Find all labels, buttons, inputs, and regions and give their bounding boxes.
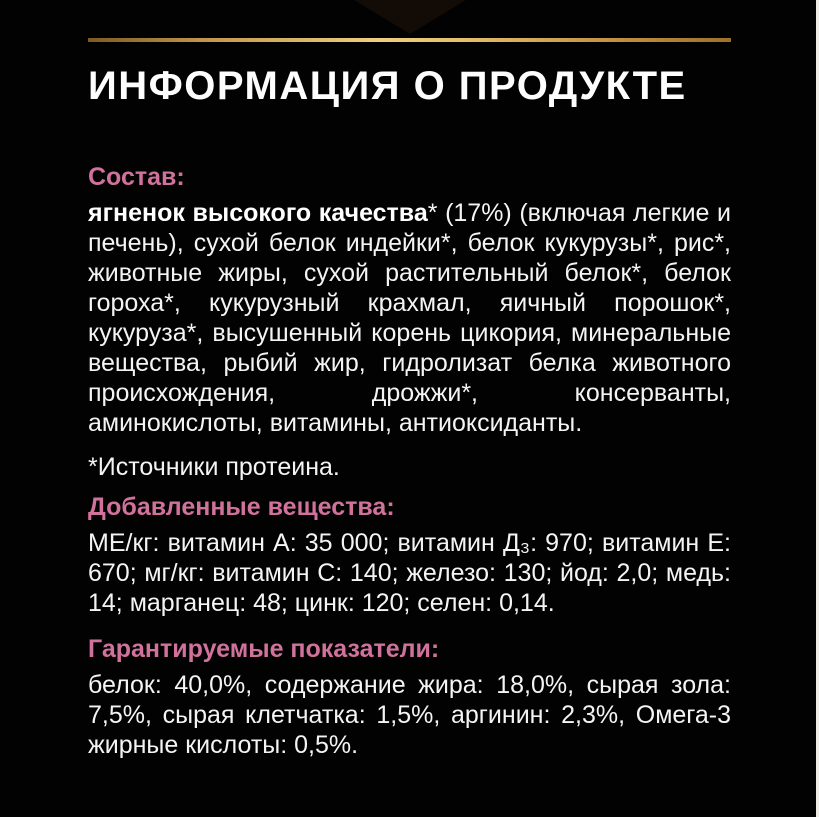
label-content bbox=[88, 0, 731, 760]
composition-lead-bold: ягненок высокого качества bbox=[88, 199, 428, 227]
page-title: ИНФОРМАЦИЯ О ПРОДУКТЕ bbox=[88, 64, 687, 108]
protein-sources-footnote: *Источники протеина. bbox=[88, 453, 340, 481]
additives-heading: Добавленные вещества: bbox=[88, 493, 395, 521]
composition-body: * (17%) (включая легкие и печень), сухой белок индейки*, белок кукурузы*, рис*, животные жиры, сухой растительный белок*, белок гороха*, кукурузный крахмал, яичный порошок*, кукуруза*, высушенный корень цикория, минеральные вещества, рыбий жир, гидролизат белка животного происхождения, дрожжи*, консерванты, аминокислоты, витамины, антиоксиданты. bbox=[88, 199, 731, 437]
guaranteed-text: белок: 40,0%, содержание жира: 18,0%, сырая зола: 7,5%, сырая клетчатка: 1,5%, аргинин: 2,3%, Омега-3 жирные кислоты: 0,5%. bbox=[88, 671, 731, 759]
guaranteed-heading: Гарантируемые показатели: bbox=[88, 635, 440, 663]
additives-text: МЕ/кг: витамин А: 35 000; витамин Д₃: 970; витамин Е: 670; мг/кг: витамин С: 140; железо: 130; йод: 2,0; медь: 14; марганец: 48; цинк: 120; селен: 0,14. bbox=[88, 529, 731, 617]
composition-text bbox=[88, 198, 731, 438]
composition-heading: Состав: bbox=[88, 163, 185, 191]
